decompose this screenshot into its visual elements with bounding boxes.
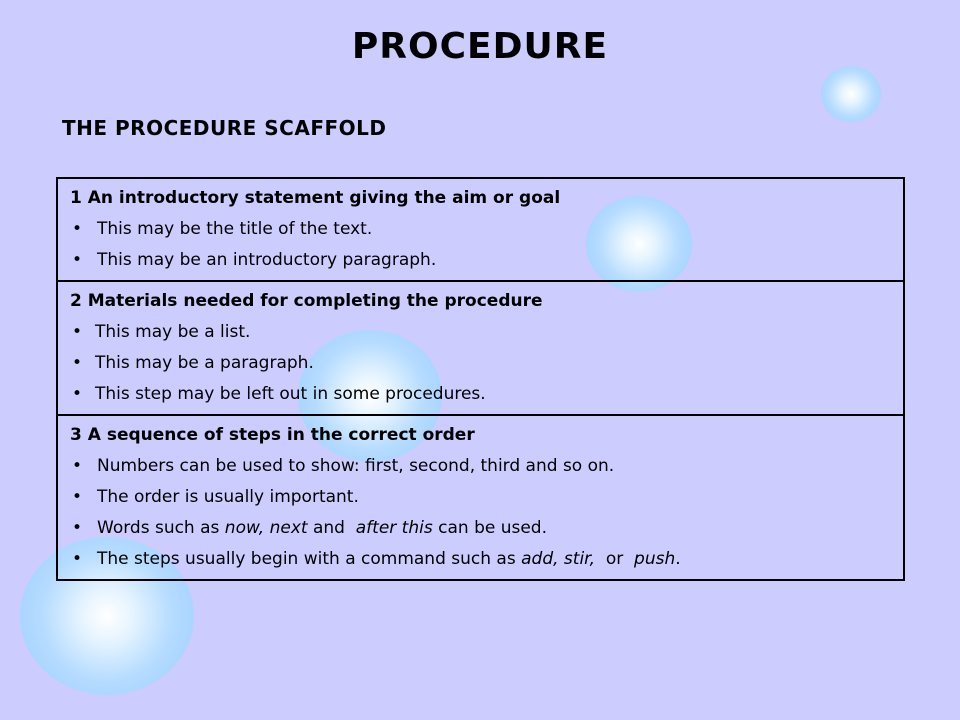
page-title: PROCEDURE <box>351 26 609 67</box>
bullet-icon: • <box>72 384 83 404</box>
bullet-icon: • <box>72 322 83 342</box>
list-item: • This may be an introductory paragraph. <box>72 250 437 270</box>
bullet-icon: • <box>72 549 83 569</box>
bullet-icon: • <box>72 219 83 239</box>
bullet-icon: • <box>72 456 83 476</box>
section-heading: 3 A sequence of steps in the correct order <box>70 425 475 445</box>
list-item: • The steps usually begin with a command such as add, stir, or push. <box>72 549 681 569</box>
list-item: • The order is usually important. <box>72 487 359 507</box>
bullet-icon: • <box>72 250 83 270</box>
procedure-scaffold-table <box>56 177 905 581</box>
list-item: • Numbers can be used to show: first, second, third and so on. <box>72 456 615 476</box>
list-item: • This may be a list. <box>72 322 251 342</box>
section-heading: 2 Materials needed for completing the procedure <box>70 291 543 311</box>
list-item: • Words such as now, next and after this can be used. <box>72 518 548 538</box>
bullet-icon: • <box>72 487 83 507</box>
section-steps <box>58 416 903 579</box>
list-item: • This step may be left out in some procedures. <box>72 384 486 404</box>
section-heading: 1 An introductory statement giving the aim or goal <box>70 188 561 208</box>
section-aim <box>58 179 903 282</box>
section-materials <box>58 282 903 416</box>
decorative-bubble <box>821 66 881 122</box>
bullet-icon: • <box>72 353 83 373</box>
page-subtitle: THE PROCEDURE SCAFFOLD <box>62 116 387 140</box>
bullet-icon: • <box>72 518 83 538</box>
list-item: • This may be a paragraph. <box>72 353 314 373</box>
list-item: • This may be the title of the text. <box>72 219 373 239</box>
